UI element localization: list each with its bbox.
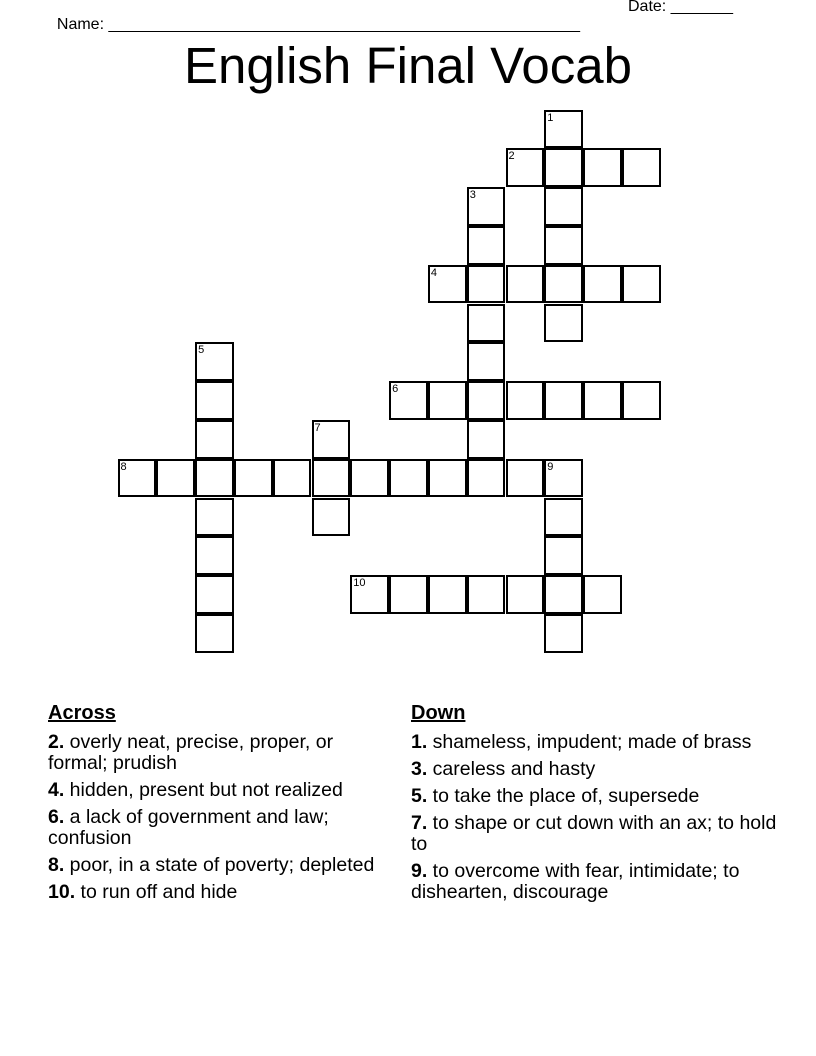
grid-cell[interactable] <box>506 265 545 304</box>
cell-number: 4 <box>430 266 438 279</box>
clue-text: to run off and hide <box>75 881 238 903</box>
clue-number: 7. <box>411 812 428 834</box>
grid-cell[interactable] <box>467 420 506 459</box>
grid-cell[interactable] <box>544 498 583 537</box>
grid-cell[interactable] <box>312 420 351 459</box>
cell-number: 9 <box>547 460 554 473</box>
clue-text: careless and hasty <box>427 758 596 780</box>
clue-down-7 <box>411 813 781 855</box>
grid-cell[interactable] <box>428 265 467 304</box>
name-field-label: Name: _____________________________________________________ <box>56 16 581 33</box>
grid-cell[interactable] <box>467 187 506 226</box>
across-heading: Across <box>48 702 116 724</box>
clue-number: 3. <box>411 758 428 780</box>
grid-cell[interactable] <box>389 575 428 614</box>
grid-cell[interactable] <box>467 304 506 343</box>
grid-cell[interactable] <box>195 536 234 575</box>
clue-text: to overcome with fear, intimidate; to dishearten, discourage <box>411 860 740 903</box>
clue-text: to take the place of, supersede <box>427 785 700 807</box>
grid-cell[interactable] <box>350 575 389 614</box>
grid-cell[interactable] <box>389 381 428 420</box>
grid-cell[interactable] <box>622 265 661 304</box>
grid-cell[interactable] <box>544 148 583 187</box>
clue-number: 6. <box>48 806 65 828</box>
clue-number: 10. <box>48 881 76 903</box>
grid-cell[interactable] <box>583 265 622 304</box>
clue-down-9 <box>411 861 781 903</box>
clue-down-3 <box>411 759 781 780</box>
clue-text: hidden, present but not realized <box>64 779 343 801</box>
clue-text: poor, in a state of poverty; depleted <box>64 854 375 876</box>
grid-cell[interactable] <box>312 459 351 498</box>
grid-cell[interactable] <box>467 575 506 614</box>
cell-number: 10 <box>353 577 366 590</box>
grid-cell[interactable] <box>467 459 506 498</box>
grid-cell[interactable] <box>195 614 234 653</box>
grid-cell[interactable] <box>583 575 622 614</box>
cell-number: 5 <box>198 344 205 357</box>
cell-number: 6 <box>392 383 399 396</box>
grid-cell[interactable] <box>622 381 661 420</box>
grid-cell[interactable] <box>195 381 234 420</box>
cell-number: 7 <box>314 421 321 434</box>
cell-number: 3 <box>469 189 476 202</box>
grid-cell[interactable] <box>195 459 234 498</box>
clue-number: 1. <box>411 731 428 753</box>
clue-down-1 <box>411 732 781 753</box>
clue-number: 4. <box>48 779 65 801</box>
grid-cell[interactable] <box>544 536 583 575</box>
grid-cell[interactable] <box>467 342 506 381</box>
grid-cell[interactable] <box>156 459 195 498</box>
grid-cell[interactable] <box>467 226 506 265</box>
cell-number: 8 <box>120 460 127 473</box>
grid-cell[interactable] <box>544 575 583 614</box>
grid-cell[interactable] <box>118 459 157 498</box>
grid-cell[interactable] <box>506 381 545 420</box>
down-heading: Down <box>411 702 466 724</box>
clue-text: to shape or cut down with an ax; to hold to <box>411 812 777 855</box>
grid-cell[interactable] <box>467 265 506 304</box>
clue-text: shameless, impudent; made of brass <box>427 731 752 753</box>
clue-across-4 <box>48 780 393 801</box>
clue-text: a lack of government and law; confusion <box>48 806 329 849</box>
cell-number: 1 <box>547 111 554 124</box>
grid-cell[interactable] <box>544 614 583 653</box>
grid-cell[interactable] <box>583 381 622 420</box>
grid-cell[interactable] <box>350 459 389 498</box>
clue-number: 9. <box>411 860 428 882</box>
clue-text: overly neat, precise, proper, or formal; prudish <box>48 731 334 774</box>
grid-cell[interactable] <box>544 110 583 149</box>
grid-cell[interactable] <box>312 498 351 537</box>
clue-across-8 <box>48 855 393 876</box>
grid-cell[interactable] <box>234 459 273 498</box>
grid-cell[interactable] <box>195 575 234 614</box>
clue-across-10 <box>48 882 393 903</box>
grid-cell[interactable] <box>544 265 583 304</box>
grid-cell[interactable] <box>544 459 583 498</box>
grid-cell[interactable] <box>506 459 545 498</box>
grid-cell[interactable] <box>544 381 583 420</box>
grid-cell[interactable] <box>583 148 622 187</box>
clue-number: 8. <box>48 854 65 876</box>
grid-cell[interactable] <box>506 148 545 187</box>
grid-cell[interactable] <box>428 459 467 498</box>
grid-cell[interactable] <box>195 498 234 537</box>
grid-cell[interactable] <box>506 575 545 614</box>
grid-cell[interactable] <box>273 459 312 498</box>
puzzle-title: English Final Vocab <box>184 37 632 94</box>
grid-cell[interactable] <box>622 148 661 187</box>
down-clues <box>411 700 781 909</box>
grid-cell[interactable] <box>195 420 234 459</box>
grid-cell[interactable] <box>544 304 583 343</box>
grid-cell[interactable] <box>544 187 583 226</box>
grid-cell[interactable] <box>544 226 583 265</box>
grid-cell[interactable] <box>428 381 467 420</box>
clue-down-5 <box>411 786 781 807</box>
grid-cell[interactable] <box>467 381 506 420</box>
clue-number: 2. <box>48 731 65 753</box>
across-clues <box>48 700 393 909</box>
grid-cell[interactable] <box>389 459 428 498</box>
grid-cell[interactable] <box>195 342 234 381</box>
clue-across-2 <box>48 732 393 774</box>
clue-across-6 <box>48 807 393 849</box>
grid-cell[interactable] <box>428 575 467 614</box>
date-field-label: Date: _______ <box>628 0 733 15</box>
cell-number: 2 <box>508 150 515 163</box>
clue-number: 5. <box>411 785 428 807</box>
